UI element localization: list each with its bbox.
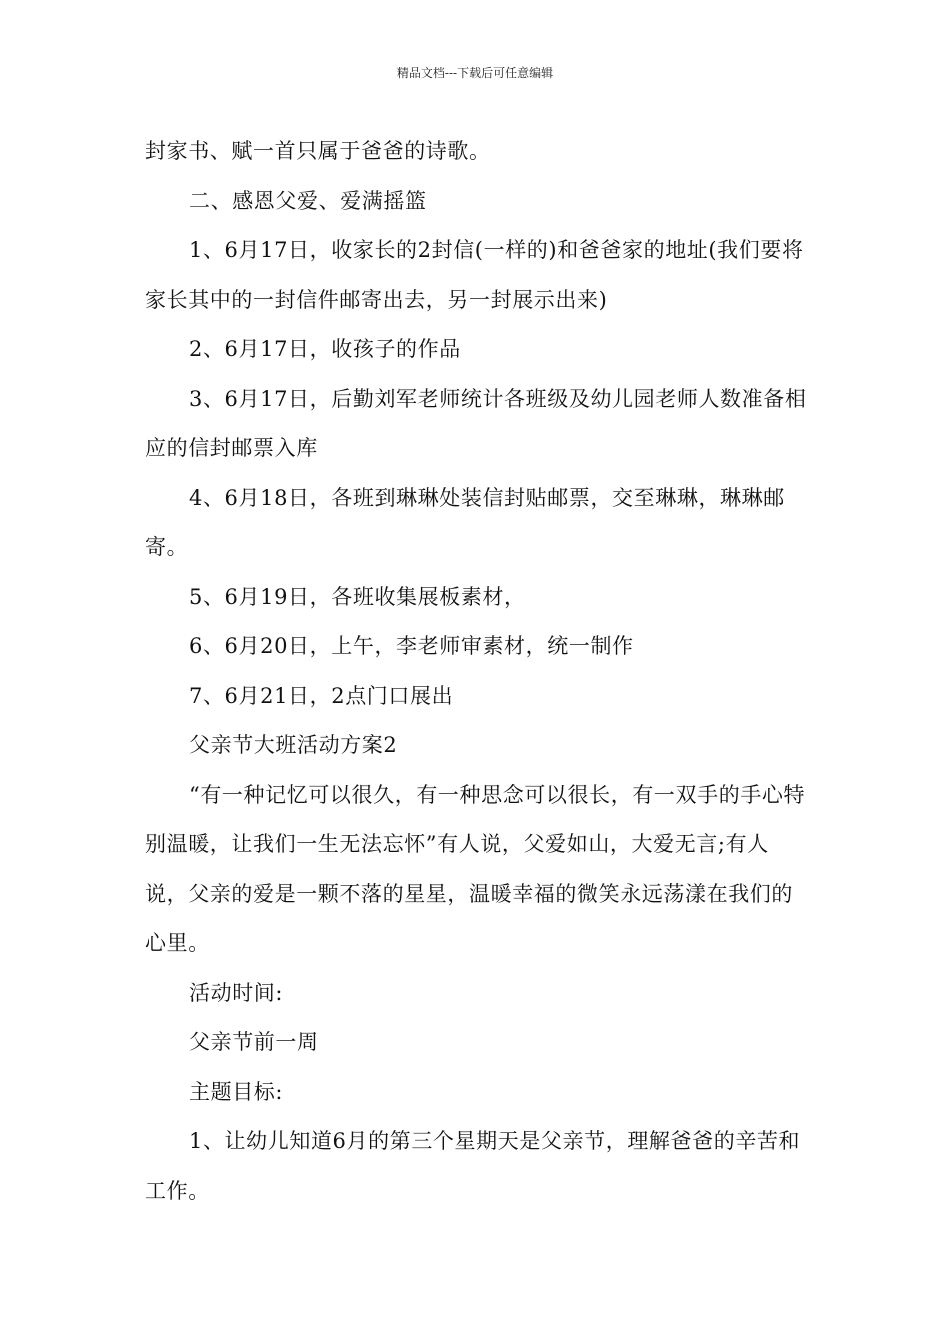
list-item: 3、6月17日，后勤刘军老师统计各班级及幼儿园老师人数准备相应的信封邮票入库 [145, 386, 807, 460]
quote-paragraph: “有一种记忆可以很久，有一种思念可以很长，有一双手的手心特别温暖，让我们一生无法忘怀”有人说，父爱如山，大爱无言;有人说，父亲的爱是一颗不落的星星，温暖幸福的微笑永远荡漾在我们的心里。 [145, 782, 806, 955]
field-label: 主题目标: [189, 1079, 284, 1104]
section-heading: 二、感恩父爱、爱满摇篮 [189, 188, 427, 213]
field-value: 父亲节前一周 [189, 1030, 319, 1054]
list-item: 5、6月19日，各班收集展板素材， [189, 584, 526, 609]
list-item: 7、6月21日，2点门口展出 [189, 683, 454, 708]
list-item: 6、6月20日，上午，李老师审素材，统一制作 [189, 634, 634, 658]
document-subtitle: 父亲节大班活动方案2 [189, 733, 398, 757]
page-header: 精品文档---下载后可任意编辑 [396, 66, 554, 80]
list-item: 1、6月17日，收家长的2封信(一样的)和爸爸家的地址(我们要将家长其中的一封信件邮寄出去，另一封展示出来) [145, 238, 804, 312]
list-item: 4、6月18日，各班到琳琳处装信封贴邮票，交至琳琳，琳琳邮寄。 [145, 485, 785, 559]
list-item: 2、6月17日，收孩子的作品 [189, 337, 461, 361]
document-body [145, 127, 807, 1216]
list-item: 1、让幼儿知道6月的第三个星期天是父亲节，理解爸爸的辛苦和工作。 [145, 1129, 801, 1203]
paragraph-continuation: 封家书、赋一首只属于爸爸的诗歌。 [145, 139, 491, 163]
field-label: 活动时间: [189, 980, 284, 1005]
